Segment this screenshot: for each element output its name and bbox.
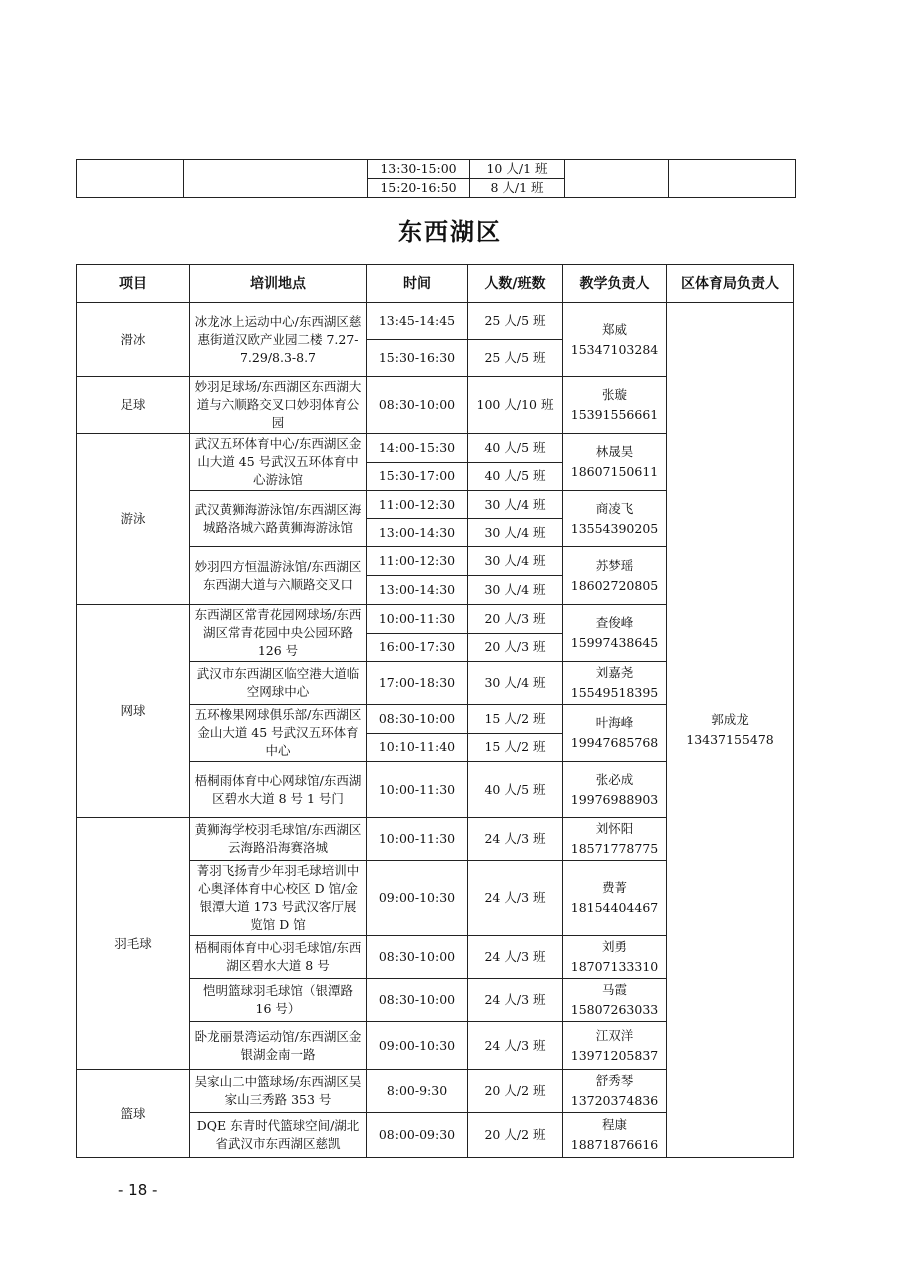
quota-cell: 8 人/1 班 (470, 179, 565, 198)
time-cell: 13:30-15:00 (368, 160, 470, 179)
district-contact-cell (667, 303, 794, 1158)
location-cell: 妙羽四方恒温游泳馆/东西湖区东西湖大道与六顺路交叉口 (190, 547, 367, 605)
teacher-phone: 19976988903 (570, 791, 659, 807)
quota-cell: 30 人/4 班 (468, 547, 563, 576)
table-row (77, 160, 796, 179)
time-cell: 14:00-15:30 (367, 434, 468, 463)
quota-cell: 100 人/10 班 (468, 377, 563, 434)
quota-cell: 20 人/2 班 (468, 1070, 563, 1113)
empty-cell (669, 160, 796, 198)
teacher-phone: 13971205837 (570, 1047, 659, 1063)
district-contact-phone: 13437155478 (686, 732, 774, 747)
sport-cell-basketball: 篮球 (77, 1070, 190, 1158)
time-cell: 08:00-09:30 (367, 1113, 468, 1158)
header-district: 区体育局负责人 (667, 265, 794, 303)
time-cell: 11:00-12:30 (367, 547, 468, 576)
location-cell: 妙羽足球场/东西湖区东西湖大道与六顺路交叉口妙羽体育公园 (190, 377, 367, 434)
teacher-cell (563, 762, 667, 818)
quota-cell: 15 人/2 班 (468, 705, 563, 734)
quota-cell: 24 人/3 班 (468, 1022, 563, 1070)
teacher-name: 苏梦瑶 (595, 557, 634, 573)
teacher-name: 查俊峰 (595, 615, 634, 630)
header-teacher: 教学负责人 (563, 265, 667, 303)
teacher-cell (563, 434, 667, 491)
teacher-phone: 15997438645 (570, 635, 659, 650)
quota-cell: 30 人/4 班 (468, 662, 563, 705)
teacher-phone: 13720374836 (570, 1093, 659, 1108)
empty-cell (184, 160, 368, 198)
location-cell: 武汉五环体育中心/东西湖区金山大道 45 号武汉五环体育中心游泳馆 (190, 434, 367, 491)
teacher-phone: 18871876616 (570, 1137, 659, 1152)
sport-cell-skating: 滑冰 (77, 303, 190, 377)
location-cell: 卧龙丽景湾运动馆/东西湖区金银湖金南一路 (190, 1022, 367, 1070)
quota-cell: 24 人/3 班 (468, 979, 563, 1022)
header-location: 培训地点 (190, 265, 367, 303)
location-cell: 冰龙冰上运动中心/东西湖区慈惠街道汉欧产业园二楼 7.27-7.29/8.3-8.7 (190, 303, 367, 377)
location-cell: 恺明篮球羽毛球馆（银潭路 16 号） (190, 979, 367, 1022)
quota-cell: 20 人/3 班 (468, 605, 563, 634)
teacher-name: 程康 (601, 1117, 627, 1132)
teacher-name: 商凌飞 (595, 500, 634, 516)
teacher-phone: 18607150611 (570, 464, 659, 479)
table-row (77, 303, 794, 340)
teacher-cell (563, 547, 667, 605)
quota-cell: 40 人/5 班 (468, 762, 563, 818)
previous-table-continuation (76, 159, 796, 198)
location-cell: 武汉黄狮海游泳馆/东西湖区海城路洛城六路黄狮海游泳馆 (190, 491, 367, 547)
time-cell: 08:30-10:00 (367, 377, 468, 434)
teacher-cell (563, 1070, 667, 1113)
teacher-cell (563, 818, 667, 861)
teacher-cell (563, 861, 667, 936)
teacher-name: 张必成 (595, 771, 634, 787)
teacher-phone: 15807263033 (570, 1002, 659, 1017)
teacher-name: 林晟昊 (595, 444, 634, 459)
quota-cell: 15 人/2 班 (468, 733, 563, 762)
time-cell: 15:20-16:50 (368, 179, 470, 198)
time-cell: 08:30-10:00 (367, 705, 468, 734)
location-cell: 五环橡果网球俱乐部/东西湖区金山大道 45 号武汉五环体育中心 (190, 705, 367, 762)
header-quota: 人数/班数 (468, 265, 563, 303)
quota-cell: 24 人/3 班 (468, 818, 563, 861)
time-cell: 08:30-10:00 (367, 979, 468, 1022)
page-number: - 18 - (118, 1181, 158, 1199)
location-cell: 东西湖区常青花园网球场/东西湖区常青花园中央公园环路 126 号 (190, 605, 367, 662)
section-title: 东西湖区 (398, 218, 502, 246)
time-cell: 08:30-10:00 (367, 936, 468, 979)
teacher-name: 刘嘉尧 (595, 665, 634, 680)
quota-cell: 10 人/1 班 (470, 160, 565, 179)
sport-cell-tennis: 网球 (77, 605, 190, 818)
time-cell: 10:00-11:30 (367, 818, 468, 861)
location-cell: 菁羽飞扬青少年羽毛球培训中心奥泽体育中心校区 D 馆/金银潭大道 173 号武汉客厅展览馆 D 馆 (190, 861, 367, 936)
teacher-phone: 18571778775 (570, 841, 659, 856)
location-cell: DQE 东青时代篮球空间/湖北省武汉市东西湖区慈凯 (190, 1113, 367, 1158)
district-contact-name: 郭成龙 (711, 712, 749, 727)
header-row (77, 265, 794, 303)
time-cell: 13:00-14:30 (367, 519, 468, 547)
time-cell: 11:00-12:30 (367, 491, 468, 519)
header-item: 项目 (77, 265, 190, 303)
time-cell: 09:00-10:30 (367, 861, 468, 936)
teacher-cell (563, 705, 667, 762)
teacher-cell (563, 979, 667, 1022)
location-cell: 梧桐雨体育中心网球馆/东西湖区碧水大道 8 号 1 号门 (190, 762, 367, 818)
teacher-name: 郑威 (601, 321, 627, 337)
quota-cell: 30 人/4 班 (468, 576, 563, 605)
time-cell: 16:00-17:30 (367, 633, 468, 662)
teacher-cell (563, 605, 667, 662)
quota-cell: 40 人/5 班 (468, 462, 563, 491)
time-cell: 10:00-11:30 (367, 605, 468, 634)
time-cell: 13:00-14:30 (367, 576, 468, 605)
sport-cell-football: 足球 (77, 377, 190, 434)
teacher-phone: 15347103284 (570, 341, 659, 357)
teacher-cell (563, 1113, 667, 1158)
sport-cell-badminton: 羽毛球 (77, 818, 190, 1070)
teacher-cell (563, 1022, 667, 1070)
teacher-phone: 18707133310 (570, 959, 659, 974)
teacher-name: 叶海峰 (595, 715, 634, 730)
teacher-cell (563, 662, 667, 705)
empty-cell (77, 160, 184, 198)
time-cell: 10:10-11:40 (367, 733, 468, 762)
quota-cell: 20 人/3 班 (468, 633, 563, 662)
quota-cell: 24 人/3 班 (468, 861, 563, 936)
time-cell: 13:45-14:45 (367, 303, 468, 340)
location-cell: 吴家山二中篮球场/东西湖区吴家山三秀路 353 号 (190, 1070, 367, 1113)
teacher-cell (563, 936, 667, 979)
location-cell: 黄狮海学校羽毛球馆/东西湖区云海路沿海赛洛城 (190, 818, 367, 861)
teacher-phone: 15391556661 (570, 407, 659, 422)
teacher-cell (563, 491, 667, 547)
sport-cell-swimming: 游泳 (77, 434, 190, 605)
teacher-phone: 18602720805 (570, 577, 659, 593)
time-cell: 8:00-9:30 (367, 1070, 468, 1113)
teacher-cell (563, 303, 667, 377)
teacher-name: 马霞 (601, 982, 627, 997)
quota-cell: 30 人/4 班 (468, 519, 563, 547)
teacher-phone: 13554390205 (570, 520, 659, 536)
quota-cell: 25 人/5 班 (468, 340, 563, 377)
teacher-name: 舒秀琴 (595, 1073, 634, 1088)
teacher-cell (563, 377, 667, 434)
time-cell: 15:30-16:30 (367, 340, 468, 377)
teacher-phone: 18154404467 (570, 900, 659, 915)
quota-cell: 40 人/5 班 (468, 434, 563, 463)
teacher-name: 费菁 (601, 880, 627, 895)
teacher-phone: 15549518395 (570, 685, 659, 700)
location-cell: 武汉市东西湖区临空港大道临空网球中心 (190, 662, 367, 705)
quota-cell: 20 人/2 班 (468, 1113, 563, 1158)
teacher-name: 刘勇 (601, 939, 627, 954)
location-cell: 梧桐雨体育中心羽毛球馆/东西湖区碧水大道 8 号 (190, 936, 367, 979)
teacher-name: 张璇 (601, 387, 627, 402)
teacher-name: 江双洋 (595, 1027, 634, 1043)
time-cell: 09:00-10:30 (367, 1022, 468, 1070)
empty-cell (565, 160, 669, 198)
time-cell: 10:00-11:30 (367, 762, 468, 818)
teacher-name: 刘怀阳 (595, 821, 634, 836)
time-cell: 17:00-18:30 (367, 662, 468, 705)
teacher-phone: 19947685768 (570, 735, 659, 750)
header-time: 时间 (367, 265, 468, 303)
quota-cell: 24 人/3 班 (468, 936, 563, 979)
time-cell: 15:30-17:00 (367, 462, 468, 491)
training-schedule-table (76, 264, 794, 1158)
quota-cell: 25 人/5 班 (468, 303, 563, 340)
quota-cell: 30 人/4 班 (468, 491, 563, 519)
